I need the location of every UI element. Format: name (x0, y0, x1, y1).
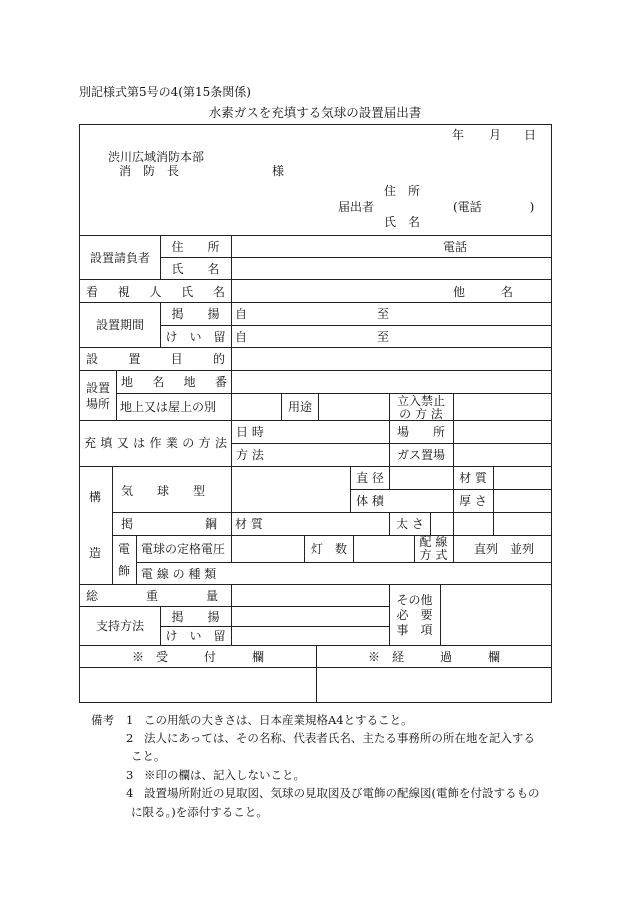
period-moor-from: 自 (235, 330, 248, 344)
date-day: 日 (524, 128, 537, 142)
watcher-others: 他 名 (453, 285, 514, 299)
period-raise-from: 自 (235, 307, 248, 321)
rule (430, 512, 431, 535)
rule (453, 535, 454, 562)
note-3-number: 3 (126, 768, 134, 782)
rule (136, 535, 137, 584)
note-2-line-2: こと。 (131, 749, 166, 763)
rule (112, 535, 551, 536)
rule (493, 466, 494, 535)
rule (79, 667, 551, 668)
ground-label: 地上又は屋上の別 (120, 400, 217, 414)
rule (231, 584, 232, 645)
notifier-name-label: 氏 名 (384, 215, 421, 229)
filling-datetime-label: 日 時 (236, 425, 264, 439)
notifier-phone: (電話 ) (453, 200, 535, 214)
rule (389, 584, 390, 645)
rule (79, 279, 551, 280)
notifier-label: 届出者 (338, 200, 375, 214)
rule (231, 466, 232, 512)
applicant-label: 設置請負者 (89, 251, 150, 265)
period-raise-to: 至 (377, 307, 390, 321)
rule (79, 420, 551, 421)
period-moor: け い 留 (165, 330, 226, 344)
rule (389, 393, 390, 467)
period-moor-to: 至 (377, 330, 390, 344)
rated-voltage-label: 電球の定格電圧 (141, 542, 226, 556)
place-label-1: 設置 (85, 381, 110, 395)
rule (116, 370, 117, 420)
wiring-label-1: 配 線 (419, 535, 448, 549)
progress-column-label: ※ 経 過 欄 (367, 650, 500, 664)
rule (440, 584, 441, 645)
use-label: 用途 (288, 400, 313, 414)
support-method-label: 支持方法 (95, 619, 144, 633)
rule (231, 535, 232, 562)
rule (231, 235, 232, 467)
reception-column-label: ※ 受 付 欄 (131, 650, 264, 664)
rule (160, 606, 161, 645)
total-weight-label: 総 重 量 (86, 589, 219, 603)
date-month: 月 (489, 128, 502, 142)
wiring-options: 直列 並列 (474, 542, 535, 556)
note-4-line-1: 設置場所附近の見取図、気球の見取図及び電飾の配線図(電飾を付設するもの (144, 786, 540, 800)
date-year: 年 (452, 128, 465, 142)
filling-location-label: 場 所 (396, 425, 445, 439)
gas-storage-label: ガス置場 (396, 448, 445, 462)
rule (353, 535, 354, 562)
diameter-label: 直 径 (356, 471, 384, 485)
balloon-type-label: 気 球 型 (121, 484, 206, 498)
structure-label-1: 構 (89, 490, 102, 504)
rule (160, 235, 161, 279)
illumination-label-1: 電 (117, 542, 130, 556)
wiring-label-2: 方 式 (419, 548, 448, 562)
other-items-label-1: その他 (396, 593, 433, 607)
rule (350, 489, 551, 490)
addressee-title: 消 防 長 (119, 164, 180, 178)
rule (79, 466, 551, 467)
wire-type-label: 電 線 の 種 類 (141, 567, 217, 581)
rule (79, 347, 551, 348)
raise-wire-label: 掲 鋼 (121, 517, 218, 531)
wire-width-label: 太 さ (396, 517, 424, 531)
watcher-label: 看視人氏名 (86, 285, 225, 299)
addressee-org: 渋川広域消防本部 (108, 150, 205, 164)
rule (160, 626, 389, 627)
frame-left (79, 124, 80, 702)
volume-label: 体 積 (356, 494, 384, 508)
rule (453, 393, 454, 535)
other-items-label-3: 事 項 (396, 623, 433, 637)
rule (79, 606, 389, 607)
period-label: 設置期間 (95, 318, 144, 332)
applicant-name-label: 氏 名 (171, 262, 220, 276)
no-entry-label-1: 立入禁止 (396, 394, 445, 408)
note-3: ※印の欄は、記入しないこと。 (144, 768, 305, 782)
no-entry-label-2: の 方 法 (399, 407, 443, 421)
note-1-number: 1 (126, 713, 134, 727)
purpose-label: 設 置 目 的 (86, 352, 225, 366)
form-title: 水素ガスを充填する気球の設置届出書 (208, 105, 422, 120)
rule (281, 393, 282, 420)
rule (389, 512, 390, 535)
support-moor-label: け い 留 (165, 629, 226, 643)
rule (112, 512, 551, 513)
note-4-number: 4 (126, 786, 134, 800)
rule (160, 257, 551, 258)
applicant-phone-label: 電話 (443, 240, 468, 254)
honorific: 様 (272, 164, 285, 178)
thickness-label: 厚 さ (459, 494, 487, 508)
filling-method-label: 充填又は作業の方法 (84, 436, 227, 450)
rule (389, 466, 390, 489)
rule (160, 325, 551, 326)
structure-label-2: 造 (89, 546, 102, 560)
rule (116, 393, 551, 394)
rule (231, 512, 232, 535)
rule (231, 443, 551, 444)
rule (79, 302, 551, 303)
material-label: 材 質 (459, 471, 487, 485)
rule (160, 302, 161, 347)
place-label-2: 場所 (85, 397, 110, 411)
support-raise-label: 掲 揚 (171, 610, 220, 624)
frame-right (551, 124, 552, 702)
rule (79, 370, 551, 371)
notes-label: 備考 (91, 713, 114, 727)
filling-method-sub-label: 方 法 (236, 448, 264, 462)
note-1: この用紙の大きさは、日本産業規格A4とすること。 (144, 713, 413, 727)
applicant-address-label: 住 所 (171, 240, 220, 254)
notifier-address-label: 住 所 (384, 184, 421, 198)
rule (79, 645, 551, 646)
frame-bottom (79, 702, 552, 703)
illumination-label-2: 飾 (117, 564, 130, 578)
rule (350, 466, 351, 512)
lamp-count-label: 灯 数 (311, 542, 348, 556)
frame-top (79, 124, 551, 125)
wire-material-label: 材 質 (235, 517, 263, 531)
rule (136, 562, 551, 563)
rule (79, 235, 551, 236)
note-2-line-1: 法人にあっては、その名称、代表者氏名、主たる事務所の所在地を記入する (144, 731, 535, 745)
form-number: 別記様式第5号の4(第15条関係) (79, 85, 251, 99)
note-2-number: 2 (126, 731, 134, 745)
other-items-label-2: 必 要 (396, 608, 433, 622)
rule (304, 535, 305, 562)
rule (318, 393, 319, 420)
period-raise: 掲 揚 (171, 307, 220, 321)
rule (79, 584, 551, 585)
note-4-line-2: に限る。)を添付すること。 (131, 805, 268, 819)
lot-label: 地 名 地 番 (121, 375, 227, 389)
